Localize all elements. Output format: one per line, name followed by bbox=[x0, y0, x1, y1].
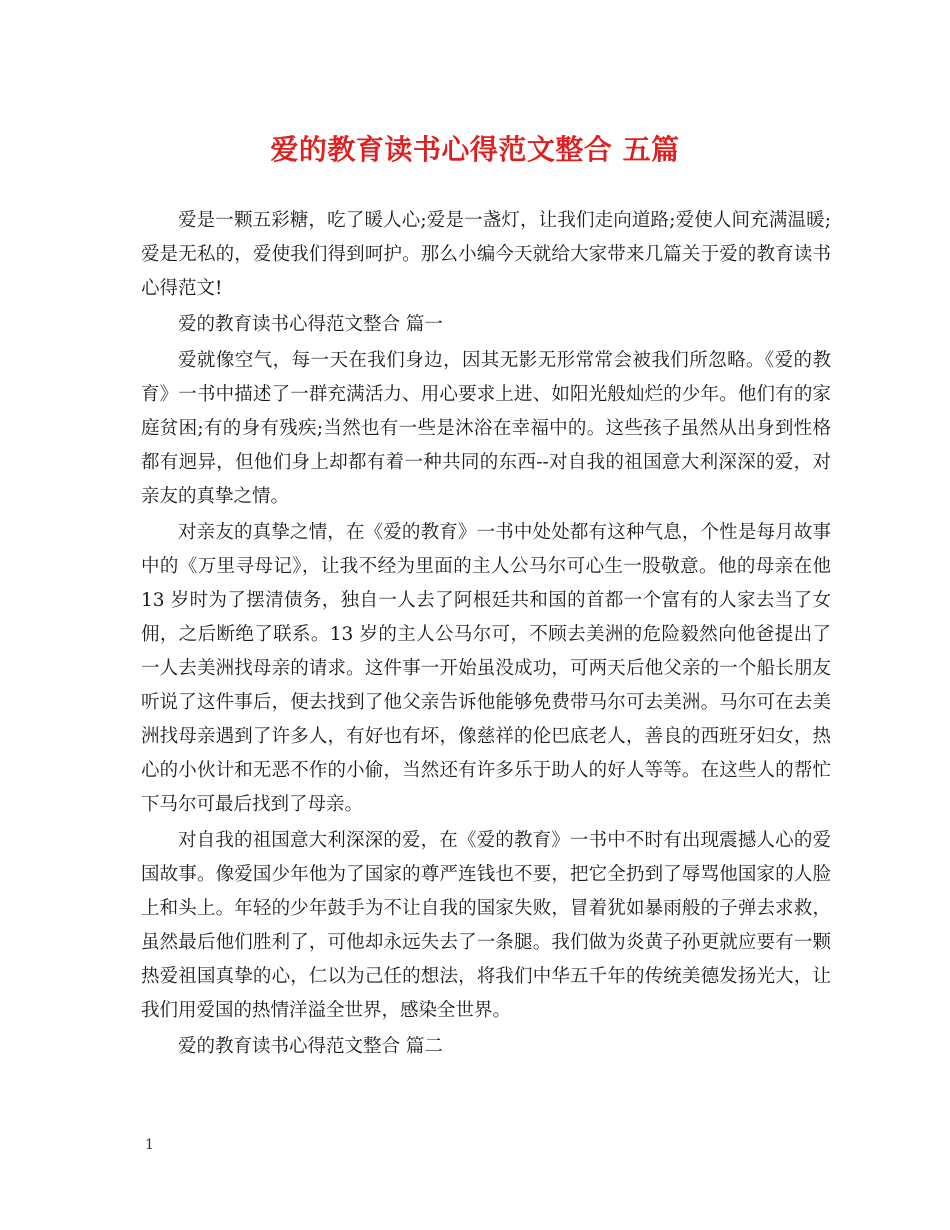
body-paragraph: 爱就像空气，每一天在我们身边，因其无影无形常常会被我们所忽略。《爱的教育》一书中描述了一群充满活力、用心要求上进、如阳光般灿烂的少年。他们有的家庭贫困;有的身有残疾;当然也有一些是沐浴在幸福中的。这些孩子虽然从出身到性格都有迥异，但他们身上却都有着一种共同的东西--对自我的祖国意大利深深的爱，对亲友的真挚之情。 bbox=[141, 350, 831, 507]
intro-paragraph: 爱是一颗五彩糖，吃了暖人心;爱是一盏灯，让我们走向道路;爱使人间充满温暖;爱是无私的，爱使我们得到呵护。那么小编今天就给大家带来几篇关于爱的教育读书心得范文! bbox=[141, 210, 831, 299]
section-heading-2: 爱的教育读书心得范文整合 篇二 bbox=[178, 1036, 443, 1057]
document-body bbox=[141, 204, 831, 1066]
document-title: 爱的教育读书心得范文整合 五篇 bbox=[270, 133, 680, 166]
body-paragraph: 对亲友的真挚之情，在《爱的教育》一书中处处都有这种气息，个性是每月故事中的《万里寻母记》，让我不经为里面的主人公马尔可心生一股敬意。他的母亲在他 13 岁时为了摆清债务，独自一人去了阿根廷共和国的首都一个富有的人家去当了女佣，之后断绝了联系。13 岁的主人公马尔可，不顾去美洲的危险毅然向他爸提出了一人去美洲找母亲的请求。这件事一开始虽没成功，可两天后他父亲的一个船长朋友听说了这件事后，便去找到了他父亲告诉他能够免费带马尔可去美洲。马尔可在去美洲找母亲遇到了许多人，有好也有坏，像慈祥的伦巴底老人，善良的西班牙妇女，热心的小伙计和无恶不作的小偷，当然还有许多乐于助人的好人等等。在这些人的帮忙下马尔可最后找到了母亲。 bbox=[141, 522, 831, 815]
body-paragraph: 对自我的祖国意大利深深的爱，在《爱的教育》一书中不时有出现震撼人心的爱国故事。像爱国少年他为了国家的尊严连钱也不要，把它全扔到了辱骂他国家的人脸上和头上。年轻的少年鼓手为不让自我的国家失败，冒着犹如暴雨般的子弹去求救，虽然最后他们胜利了，可他却永远失去了一条腿。我们做为炎黄子孙更就应要有一颗热爱祖国真挚的心，仁以为己任的想法，将我们中华五千年的传统美德发扬光大，让我们用爱国的热情洋溢全世界，感染全世界。 bbox=[141, 830, 831, 1021]
page-number: 1 bbox=[145, 1137, 154, 1153]
section-heading-1: 爱的教育读书心得范文整合 篇一 bbox=[178, 314, 443, 335]
